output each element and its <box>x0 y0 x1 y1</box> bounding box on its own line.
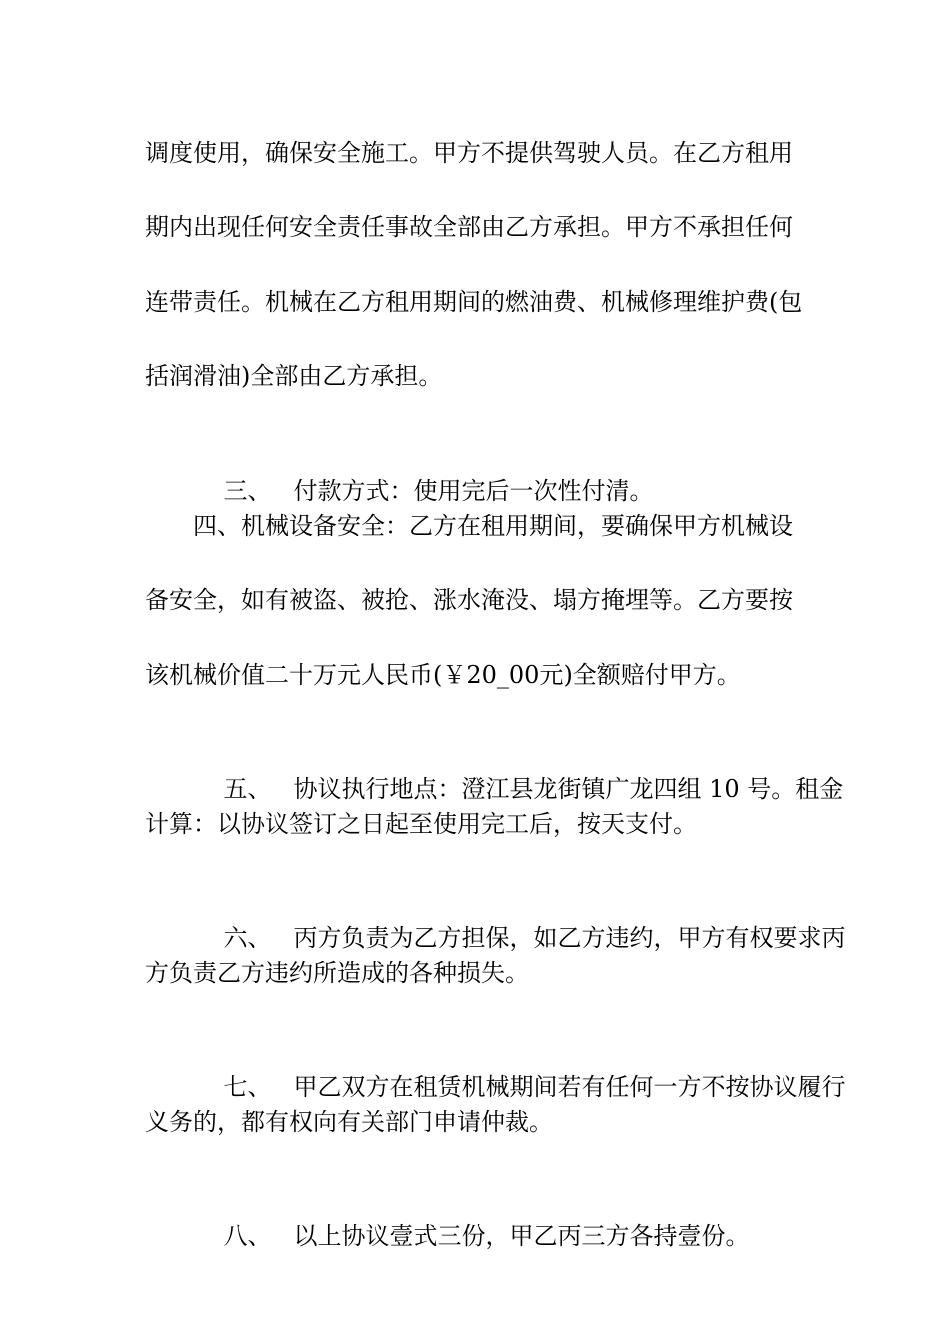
text-line: 方负责乙方违约所造成的各种损失。 <box>145 959 529 987</box>
text-line: 义务的，都有权向有关部门申请仲裁。 <box>145 1108 553 1136</box>
text-line: 期内出现任何安全责任事故全部由乙方承担。甲方不承担任何 <box>145 213 793 241</box>
text-line: 备安全，如有被盗、被抢、涨水淹没、塌方掩埋等。乙方要按 <box>145 586 793 614</box>
clause-text: 甲乙双方在租赁机械期间若有任何一方不按协议履行 <box>293 1073 846 1101</box>
clause-number: 六、 <box>223 924 272 952</box>
clause-text: 丙方负责为乙方担保，如乙方违约，甲方有权要求丙 <box>293 924 846 952</box>
clause-text: 付款方式：使用完后一次性付清。 <box>293 477 654 505</box>
text-line: 括润滑油)全部由乙方承担。 <box>145 362 443 390</box>
text-line: 该机械价值二十万元人民币(￥20_00元)全额赔付甲方。 <box>145 661 741 689</box>
clause-three <box>193 431 843 505</box>
text-line: 调度使用，确保安全施工。甲方不提供驾驶人员。在乙方租用 <box>145 139 793 167</box>
clause-seven <box>193 1027 846 1101</box>
text-line: 计算：以协议签订之日起至使用完工后，按天支付。 <box>145 810 697 838</box>
clause-number: 八、 <box>223 1222 272 1250</box>
clause-four-line: 四、机械设备安全：乙方在租用期间，要确保甲方机械设 <box>193 512 793 540</box>
text-line: 连带责任。机械在乙方租用期间的燃油费、机械修理维护费(包 <box>145 288 803 316</box>
clause-text: 以上协议壹式三份，甲乙丙三方各持壹份。 <box>293 1222 750 1250</box>
clause-text: 协议执行地点：澄江县龙街镇广龙四组 10 号。租金 <box>293 775 844 803</box>
clause-six <box>193 878 846 952</box>
clause-five <box>193 729 844 803</box>
clause-number: 五、 <box>223 775 272 803</box>
clause-number: 七、 <box>223 1073 272 1101</box>
clause-eight <box>193 1176 843 1250</box>
clause-number: 三、 <box>223 477 272 505</box>
